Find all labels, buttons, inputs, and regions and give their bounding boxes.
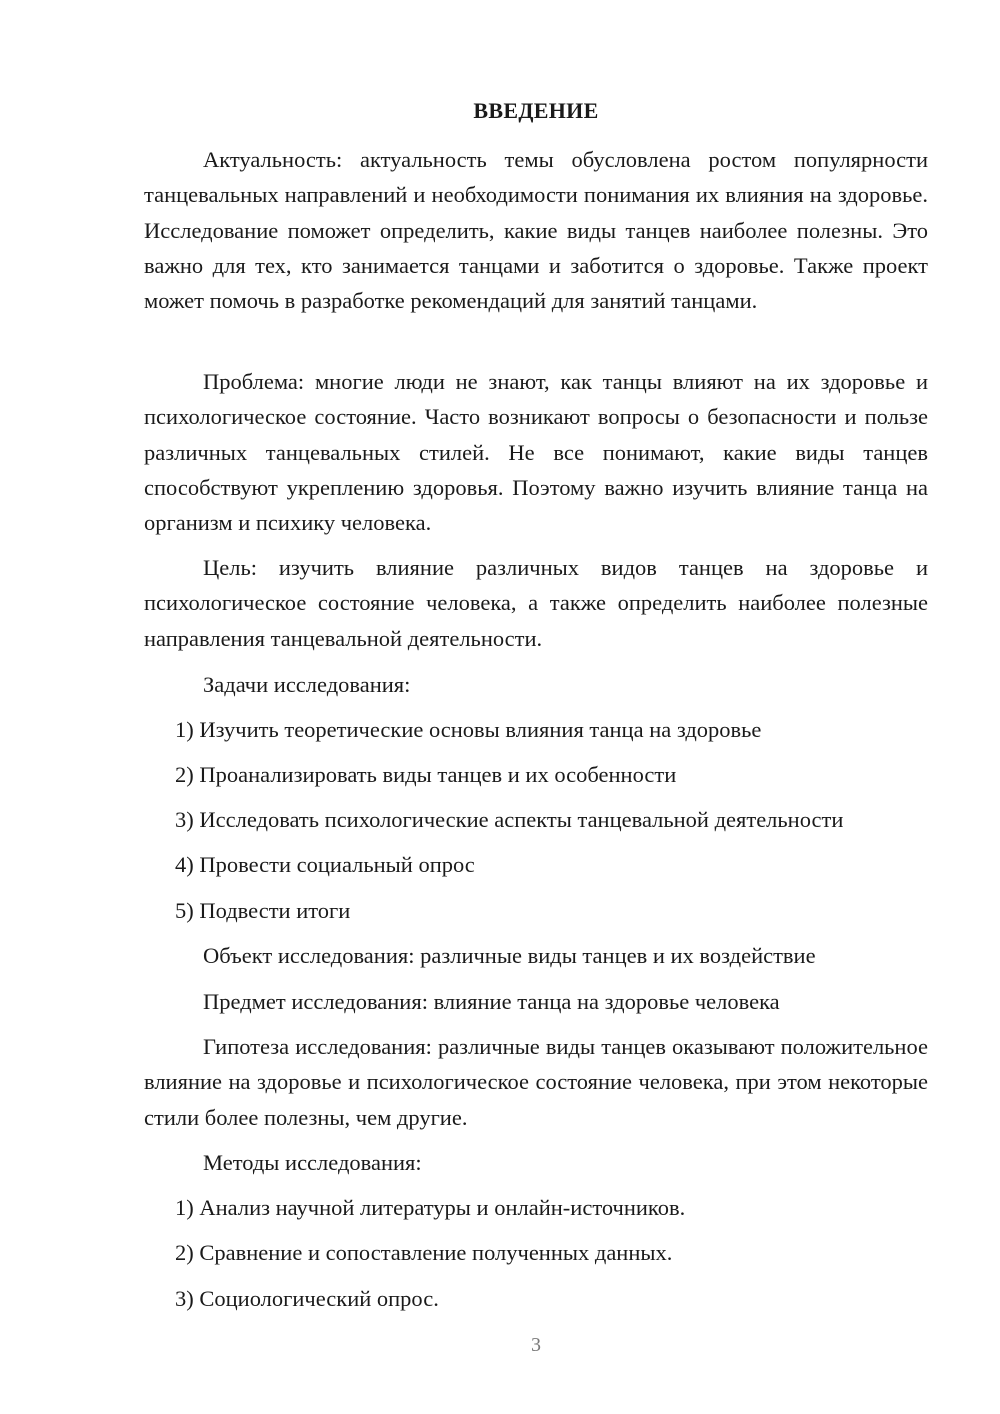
paragraph-object: Объект исследования: различные виды танцев и их воздействие <box>203 943 816 968</box>
paragraph-goal: Цель: изучить влияние различных видов танцев на здоровье и психологическое состояние человека, а также определить наиболее полезные направления танцевальной деятельности. <box>144 555 928 651</box>
paragraph-hypothesis: Гипотеза исследования: различные виды танцев оказывают положительное влияние на здоровье и психологическое состояние человека, при этом некоторые стили более полезны, чем другие. <box>144 1034 928 1130</box>
task-item-1: 1) Изучить теоретические основы влияния танца на здоровье <box>175 717 762 742</box>
task-item-2: 2) Проанализировать виды танцев и их особенности <box>175 762 677 787</box>
paragraph-relevance: Актуальность: актуальность темы обусловлена ростом популярности танцевальных направлений и необходимости понимания их влияния на здоровье. Исследование поможет определить, какие виды танцев наиболее полезны. Это важно для тех, кто занимается танцами и заботится о здоровье. Также проект может помочь в разработке рекомендаций для занятий танцами. <box>144 147 928 314</box>
task-item-3: 3) Исследовать психологические аспекты танцевальной деятельности <box>175 807 844 832</box>
paragraph-subject: Предмет исследования: влияние танца на здоровье человека <box>203 989 780 1014</box>
method-item-1: 1) Анализ научной литературы и онлайн-источников. <box>175 1195 686 1220</box>
task-item-4: 4) Провести социальный опрос <box>175 852 475 877</box>
tasks-heading: Задачи исследования: <box>203 672 411 697</box>
page-number: 3 <box>531 1334 541 1356</box>
method-item-3: 3) Социологический опрос. <box>175 1286 439 1311</box>
task-item-5: 5) Подвести итоги <box>175 898 351 923</box>
paragraph-problem: Проблема: многие люди не знают, как танцы влияют на их здоровье и психологическое состояние. Часто возникают вопросы о безопасности и пользе различных танцевальных стилей. Не все понимают, какие виды танцев способствуют укреплению здоровья. Поэтому важно изучить влияние танца на организм и психику человека. <box>144 369 928 536</box>
page-title: ВВЕДЕНИЕ <box>473 98 599 123</box>
methods-heading: Методы исследования: <box>203 1150 422 1175</box>
method-item-2: 2) Сравнение и сопоставление полученных данных. <box>175 1240 673 1265</box>
